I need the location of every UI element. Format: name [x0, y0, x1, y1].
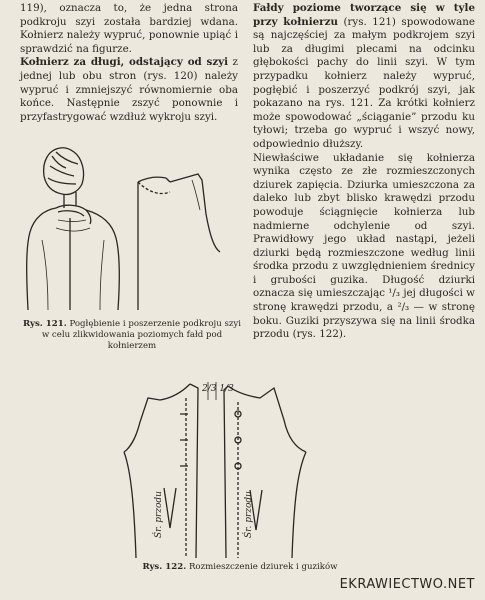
site-watermark: EKRAWIECTWO.NET	[339, 577, 475, 592]
figure-122-illustration	[120, 378, 370, 568]
figure-122-caption-text: Rozmieszczenie dziurek i guzików	[188, 562, 338, 572]
figure-121-illustration	[20, 140, 240, 320]
figure-121-caption-text: Pogłębienie i poszerzenie podkroju szyi w celu zlikwidowania poziomych fałd pod kołnierzem	[41, 319, 242, 351]
figure-122-caption	[110, 562, 370, 573]
right-paragraph-1-heading: Fałdy poziome tworzące się w tyle przy kołnierzu	[253, 2, 475, 28]
right-paragraph-1-body: (rys. 121) spowodowane są najczęściej za małym podkrojem szyi lub za długimi plecami na odcinku głębokości pachy do linii szyi. W tym przypadku kołnierz należy wypruć, pogłębić i poszerzyć podkrój szyi, jak pokazano na rys. 121. Za krótki kołnierz może spowodować „ściąganie” przodu ku tyłowi; trzeba go wypruć i wszyć nowy, odpowiednio dłuższy.	[253, 15, 475, 150]
right-paragraph-2: Niewłaściwe układanie się kołnierza wynika często ze złe rozmieszczonych dziurek zapięcia. Dziurka umieszczona za daleko lub zbyt blisko krawędzi przodu powoduje ściągnięcie kołnierza lub nadmierne odchylenie od szyi. Prawidłowy jego układ nastąpi, jeżeli dziurki będą rozmieszczone według linii środka przodu z uwzględnieniem średnicy i grubości guzika. Długość dziurki oznacza się umieszczając ¹/₃ jej długości w stronę krawędzi przodu, a ²/₃ — w stronę boku. Guziki przyszywa się na linii środka przodu (rys. 122).	[253, 151, 475, 341]
right-paragraph-1	[253, 2, 475, 152]
left-column	[20, 2, 238, 124]
left-paragraph-2	[20, 56, 238, 124]
figure-121-caption-label: Rys. 121.	[22, 319, 67, 329]
figure-122-caption-label: Rys. 122.	[142, 562, 187, 572]
figure-122-center-label-right: Śr. przodu	[244, 491, 254, 538]
left-paragraph-1: 119), oznacza to, że jedna strona podkroju szyi została bardziej wdana. Kołnierz należy wypruć, ponownie upiąć i sprawdzić na figurze.	[20, 2, 238, 55]
right-column	[253, 2, 475, 342]
figure-122-ratio-label: 2/3 1/3	[202, 384, 234, 394]
left-paragraph-2-body: z jednej lub obu stron (rys. 120) należy wypruć i zmniejszyć równomiernie oba końce. Następnie zszyć ponownie i przyfastrygować wzdłuż wykroju szyi.	[20, 56, 238, 123]
figure-121-caption	[22, 319, 242, 352]
left-paragraph-2-heading: Kołnierz za długi, odstający od szyi	[20, 56, 229, 69]
figure-122-center-label-left: Śr. przodu	[154, 491, 164, 538]
